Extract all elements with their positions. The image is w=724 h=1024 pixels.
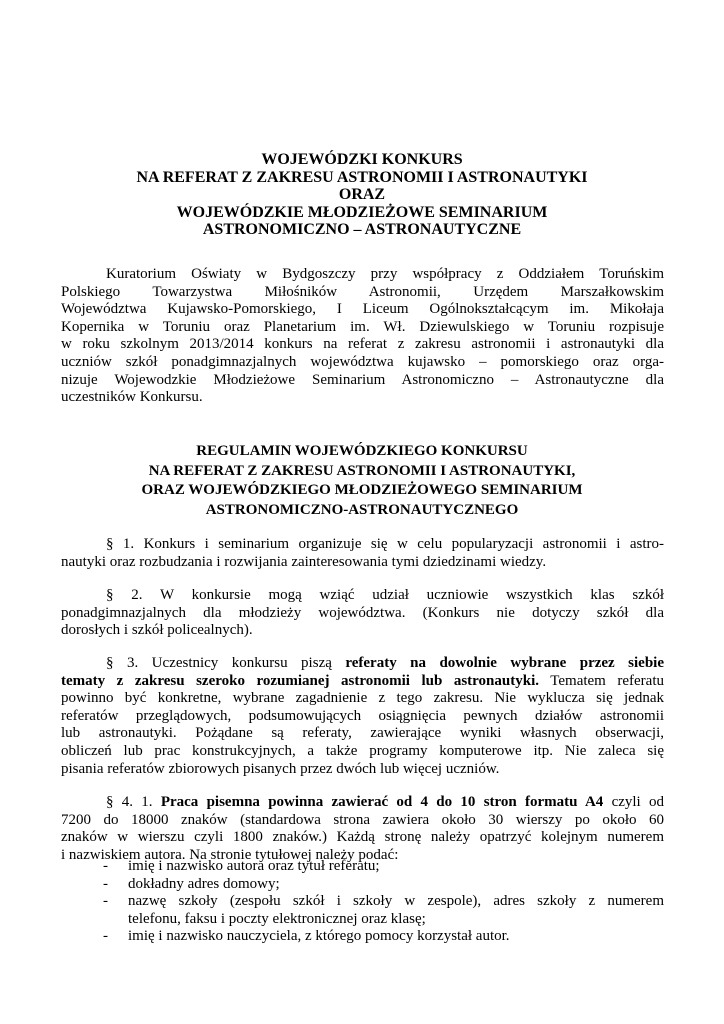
section-4-line: i nazwiskiem autora. Na stronie tytułowej należy podać: [61,846,399,863]
intro-line: Kuratorium Oświaty w Bydgoszczy przy współpracy z Oddziałem Toruńskim [106,266,664,282]
intro-line: nizuje Wojewodzkie Młodzieżowe Seminarium Astronomiczno – Astronautyczne dla [61,371,664,388]
list-item-text: imię i nazwisko autora oraz tytuł referatu; [128,858,380,874]
regulamin-title-line-4: ASTRONOMICZNO-ASTRONAUTYCZNEGO [205,501,519,518]
regulamin-title-line-2: NA REFERAT Z ZAKRESU ASTRONOMII I ASTRONAUTYKI, [148,462,576,479]
list-item-text: imię i nazwisko nauczyciela, z którego pomocy korzystał autor. [128,928,510,945]
section-3-line: pisania referatów zbiorowych pisanych przez dwóch lub więcej uczniów. [61,760,500,777]
intro-line: uczestników Konkursu. [61,389,203,406]
intro-line: w roku szkolnym 2013/2014 konkurs na referat z zakresu astronomii i astronautyki dla [61,336,664,353]
section-2-line: § 2. W konkursie mogą wziąć udział uczniowie wszystkich klas szkół [106,587,664,603]
regulamin-title-line-1: REGULAMIN WOJEWÓDZKIEGO KONKURSU [196,443,528,459]
dash-marker: - [103,928,108,945]
intro-paragraph [61,266,664,407]
section-3-line: referatów przeglądowych, podsumowujących osiągnięcia pewnych działów astronomii [61,707,664,724]
regulamin-title-line-3: ORAZ WOJEWÓDZKIEGO MŁODZIEŻOWEGO SEMINARIUM [141,482,583,498]
section-1-line: § 1. Konkurs i seminarium organizuje się w celu popularyzacji astronomii i astro- [106,536,664,552]
section-4-paragraph [61,794,664,864]
section-4-line: 7200 do 18000 znaków (standardowa strona zawiera około 30 wierszy po około 60 [61,811,664,828]
section-4-bold-text: Praca pisemna powinna zawierać od 4 do 10 stron formatu A4 [160,794,604,810]
title-line-5: ASTRONOMICZNO – ASTRONAUTYCZNE [202,221,522,239]
list-item-text: nazwę szkoły (zespołu szkół i szkoły w zespole), adres szkoły z numerem [128,893,664,910]
section-4-line: znaków w wierszu czyli 1800 znaków.) Każdą stronę należy opatrzyć kolejnym numerem [61,829,664,846]
section-3-text: Tematem referatu [539,672,664,689]
section-2-paragraph [61,587,664,640]
list-item-text: telefonu, faksu i poczty elektronicznej oraz klasę; [128,910,426,927]
section-4-text: § 4. 1. [106,794,161,810]
section-1-paragraph [61,536,664,571]
dash-marker: - [103,875,108,892]
regulamin-title [80,442,644,520]
section-3-line: lub astronautyki. Pożądane są referaty, zawierające wyniki własnych obserwacji, [61,725,664,742]
intro-line: Polskiego Towarzystwa Miłośników Astronomii, Urzędem Marszałkowskim [61,283,664,300]
section-2-line: ponadgimnazjalnych dla młodzieży województwa. (Konkurs nie dotyczy szkół dla [61,604,664,621]
list-item [103,928,664,946]
section-3-bold-text: referaty na dowolnie wybrane przez siebie [345,655,664,671]
section-3-line [61,673,664,691]
intro-line: uczniów szkół ponadgimnazjalnych województwa kujawsko – pomorskiego oraz orga- [61,353,664,370]
page-title [80,151,644,239]
intro-line: Województwa Kujawsko-Pomorskiego, I Liceum Ogólnokształcącym im. Mikołaja [61,301,664,318]
dash-marker: - [103,893,108,910]
intro-line: Kopernika w Toruniu oraz Planetarium im. Wł. Dziewulskiego w Toruniu rozpisuje [61,318,664,335]
title-line-3: ORAZ [338,186,386,204]
title-page-requirements-list [103,858,664,946]
dash-marker: - [103,858,108,874]
title-line-4: WOJEWÓDZKIE MŁODZIEŻOWE SEMINARIUM [176,203,548,221]
section-3-line: powinno być konkretne, wybrane zagadnienie z tego zakresu. Nie wyklucza się jednak [61,690,664,707]
list-item [103,876,664,894]
section-3-text: § 3. Uczestnicy konkursu piszą [106,655,346,671]
section-4-text: czyli od [603,794,664,810]
section-2-line: dorosłych i szkół policealnych). [61,622,253,639]
list-item [103,893,664,928]
list-item [103,858,664,876]
section-3-bold-text: tematy z zakresu szeroko rozumianej astronomii lub astronautyki. [61,672,539,689]
title-line-2: NA REFERAT Z ZAKRESU ASTRONOMII I ASTRONAUTYKI [136,168,588,186]
section-3-line [61,655,664,673]
section-3-paragraph [61,655,664,778]
section-4-line [61,794,664,812]
section-1-line: nautyki oraz rozbudzania i rozwijania zainteresowania tymi dziedzinami wiedzy. [61,553,547,570]
title-line-1: WOJEWÓDZKI KONKURS [261,151,463,168]
section-3-line: obliczeń lub prac konstrukcyjnych, a także programy komputerowe itp. Nie zaleca się [61,742,664,759]
list-item-text: dokładny adres domowy; [128,875,280,892]
